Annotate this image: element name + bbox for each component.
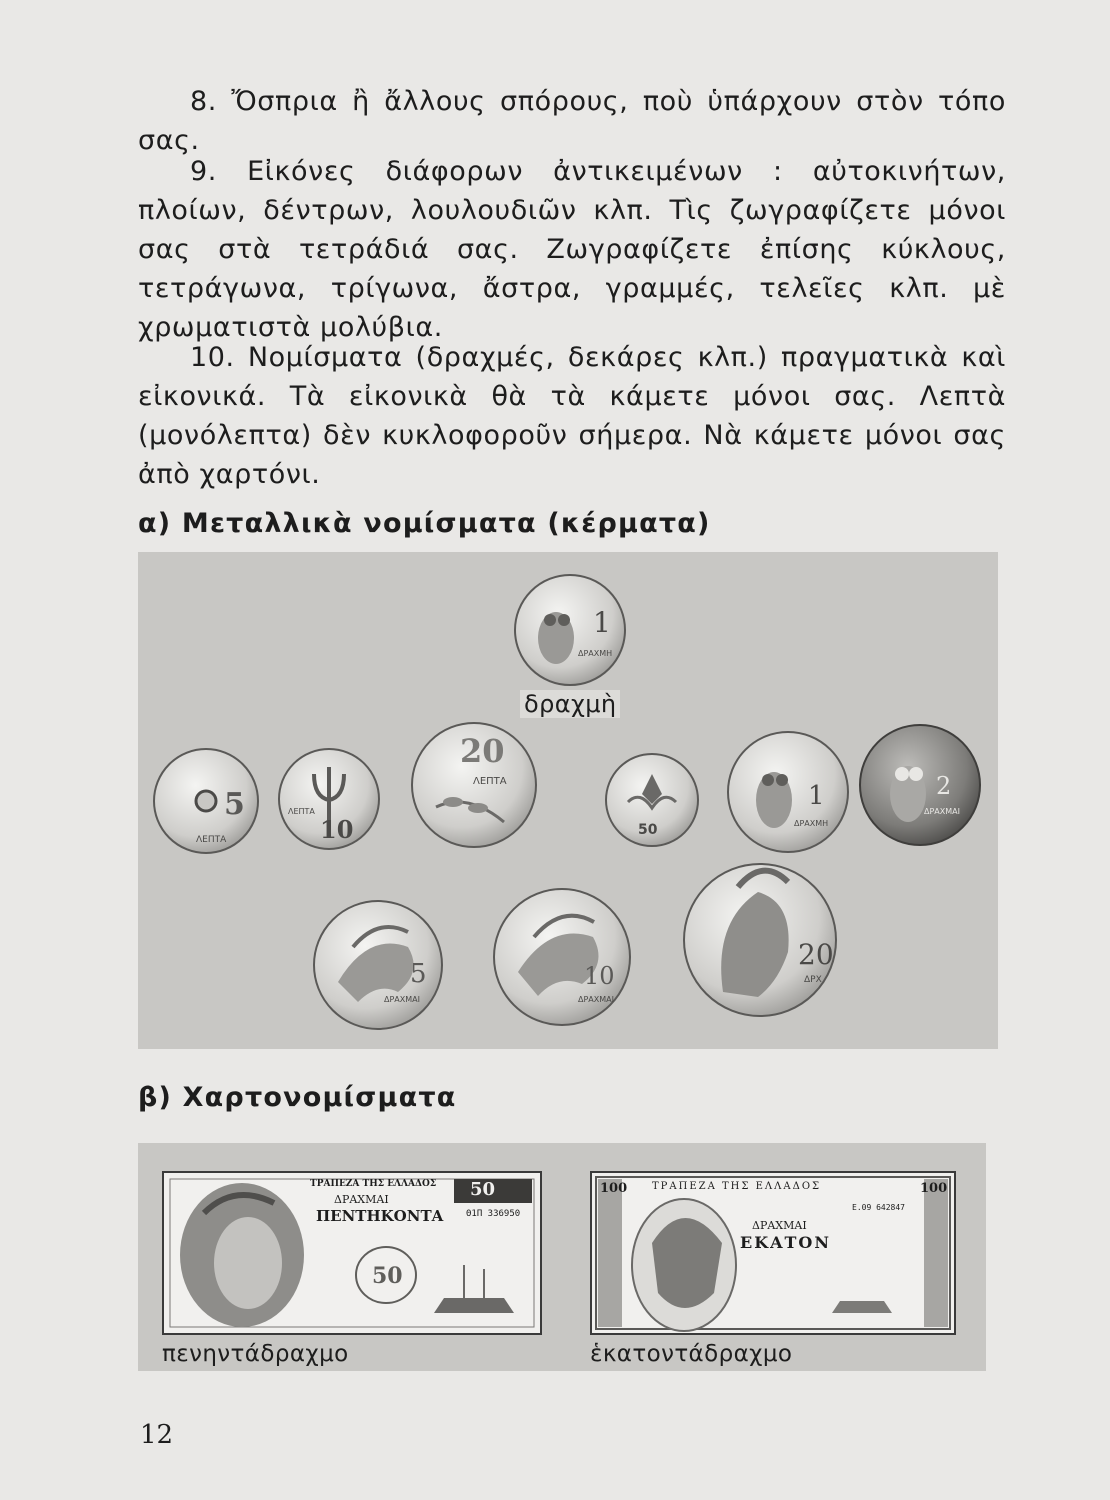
banknote-50	[162, 1171, 542, 1335]
paragraph-8: 8. Ὄσπρια ἢ ἄλλους σπόρους, ποὺ ὑπάρχουν στὸν τόπο σας.	[138, 86, 1006, 156]
coin-2-sub: ΔΡΑΧΜΑΙ	[924, 807, 960, 816]
coin-2-label: 2	[936, 772, 952, 800]
note100-word2: ΕΚΑΤΟΝ	[740, 1233, 831, 1252]
coin-10-drachmai	[494, 889, 630, 1025]
coin-5-lepta	[154, 749, 258, 853]
coin-20-sub: ΛΕΠΤΑ	[473, 776, 507, 787]
paragraph-9: 9. Εἰκόνες διάφορων ἀντικειμένων : αὐτοκινήτων, πλοίων, δέντρων, λουλουδιῶν κλπ. Τὶς ζωγραφίζετε μόνοι σας στὰ τετράδιά σας. Ζωγραφίζετε ἐπίσης κύκλους, τετράγωνα, τρίγωνα, ἄστρα, γραμμές, τελεῖες κλπ. μὲ χρωματιστὰ μολύβια.	[138, 156, 1006, 343]
note50-word1: ΔΡΑΧΜΑΙ	[334, 1193, 389, 1206]
note100-serial: Ε.09 642847	[852, 1203, 905, 1212]
coins-photo	[138, 552, 998, 1049]
coin-50-lepta	[606, 754, 698, 846]
heading-banknotes: β) Χαρτονομίσματα	[138, 1082, 457, 1113]
coin-1b-label: 1	[808, 781, 825, 811]
banknote-100	[590, 1171, 956, 1335]
note100-denom-left: 100	[600, 1181, 628, 1196]
coin-2-drachmai	[860, 725, 980, 845]
caption-note100: ἑκατοντάδραχμο	[590, 1341, 793, 1367]
coin-1-sub: ΔΡΑΧΜΗ	[578, 649, 613, 658]
coins-figure	[138, 552, 998, 1049]
coin-10d-sub: ΔΡΑΧΜΑΙ	[578, 995, 614, 1004]
coin-5-label: 5	[224, 787, 245, 822]
coin-20-drachmai	[684, 864, 836, 1016]
note100-denom-right: 100	[920, 1181, 948, 1196]
coin-10-label: 10	[320, 815, 354, 844]
caption-drachma: δραχμὴ	[520, 690, 620, 718]
coin-1-drachma-top	[515, 575, 625, 685]
heading-metal-coins: α) Μεταλλικὰ νομίσματα (κέρματα)	[138, 508, 711, 539]
coin-1-drachma	[728, 732, 848, 852]
coin-1b-sub: ΔΡΑΧΜΗ	[794, 819, 829, 828]
coin-20d-label: 20	[798, 938, 834, 971]
coin-20-label: 20	[460, 732, 505, 770]
coin-1-label: 1	[593, 606, 611, 639]
note100-word1: ΔΡΑΧΜΑΙ	[752, 1219, 807, 1232]
note50-bank: ΤΡΑΠΕΖΑ ΤΗΣ ΕΛΛΑΔΟΣ	[310, 1179, 437, 1189]
banknote-100-art	[592, 1173, 954, 1333]
coin-20d-sub: ΔΡΧ	[804, 975, 822, 985]
note50-serial: Θ1Π 336950	[466, 1209, 521, 1219]
coin-20-lepta	[412, 723, 536, 847]
coin-5d-sub: ΔΡΑΧΜΑΙ	[384, 995, 420, 1004]
caption-note50: πενηντάδραχμο	[162, 1341, 349, 1367]
note100-bank: ΤΡΑΠΕΖΑ ΤΗΣ ΕΛΛΑΔΟΣ	[652, 1181, 822, 1192]
coin-10-sub: ΛΕΠΤΑ	[288, 807, 315, 816]
note50-center-denom: 50	[372, 1263, 403, 1289]
note50-word2: ΠΕΝΤΗΚΟΝΤΑ	[316, 1207, 444, 1225]
coin-10d-label: 10	[584, 962, 615, 990]
coin-5-sub: ΛΕΠΤΑ	[196, 835, 227, 845]
banknotes-photo	[138, 1143, 986, 1371]
paragraph-10: 10. Νομίσματα (δραχμές, δεκάρες κλπ.) πραγματικὰ καὶ εἰκονικά. Τὰ εἰκονικὰ θὰ τὰ κάμετε μόνοι σας. Λεπτὰ (μονόλεπτα) δὲν κυκλοφοροῦν σήμερα. Νὰ κάμετε μόνοι σας ἀπὸ χαρτόνι.	[138, 342, 1006, 490]
coin-5d-label: 5	[410, 959, 427, 989]
note50-denom: 50	[470, 1179, 496, 1200]
page-number: 12	[140, 1420, 174, 1450]
coin-10-lepta	[279, 749, 379, 849]
coin-50-label: 50	[638, 822, 658, 838]
coin-5-drachmai	[314, 901, 442, 1029]
